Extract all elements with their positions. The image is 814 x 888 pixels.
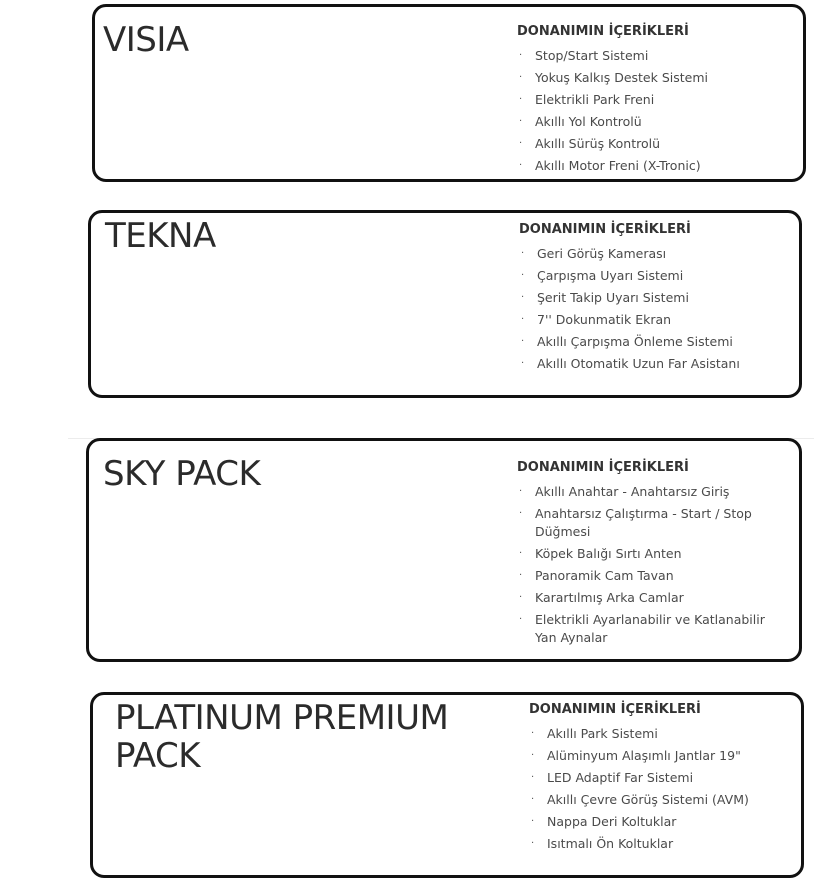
bullet-icon: · — [519, 116, 523, 127]
bullet-icon: · — [521, 314, 525, 325]
feature-item — [519, 355, 799, 373]
feature-label: Akıllı Motor Freni (X-Tronic) — [535, 158, 701, 173]
package-card-sky-pack — [86, 438, 802, 662]
feature-item — [519, 267, 799, 285]
package-card-platinum-premium-pack — [90, 692, 804, 878]
feature-label: Akıllı Çevre Görüş Sistemi (AVM) — [547, 792, 749, 807]
bullet-icon: · — [519, 94, 523, 105]
bullet-icon: · — [531, 772, 535, 783]
bullet-icon: · — [519, 570, 523, 581]
feature-item — [519, 289, 799, 307]
feature-label: Isıtmalı Ön Koltuklar — [547, 836, 674, 851]
feature-label: Nappa Deri Koltuklar — [547, 814, 677, 829]
bullet-icon: · — [531, 728, 535, 739]
feature-label: Akıllı Yol Kontrolü — [535, 114, 642, 129]
feature-item — [517, 157, 797, 175]
package-title: TEKNA — [105, 216, 216, 256]
feature-label: Geri Görüş Kamerası — [537, 246, 667, 261]
bullet-icon: · — [519, 72, 523, 83]
feature-item — [517, 567, 787, 585]
feature-label: Akıllı Çarpışma Önleme Sistemi — [537, 334, 733, 349]
package-title: VISIA — [103, 20, 189, 60]
feature-section — [529, 701, 799, 857]
feature-label: Elektrikli Park Freni — [535, 92, 655, 107]
feature-item — [529, 725, 799, 743]
feature-section — [519, 221, 799, 377]
feature-list — [519, 245, 799, 373]
feature-label: Akıllı Otomatik Uzun Far Asistanı — [537, 356, 740, 371]
feature-item — [517, 47, 797, 65]
feature-list — [517, 483, 787, 647]
bullet-icon: · — [519, 508, 523, 519]
feature-label: Çarpışma Uyarı Sistemi — [537, 268, 684, 283]
feature-label: 7'' Dokunmatik Ekran — [537, 312, 672, 327]
feature-item — [529, 835, 799, 853]
feature-section — [517, 23, 797, 179]
bullet-icon: · — [521, 358, 525, 369]
feature-item — [517, 611, 787, 647]
bullet-icon: · — [521, 292, 525, 303]
feature-label: Yokuş Kalkış Destek Sistemi — [535, 70, 708, 85]
feature-label: Panoramik Cam Tavan — [535, 568, 674, 583]
feature-heading: DONANIMIN İÇERİKLERİ — [517, 24, 689, 39]
feature-item — [517, 113, 797, 131]
feature-label: Akıllı Park Sistemi — [547, 726, 658, 741]
bullet-icon: · — [521, 248, 525, 259]
feature-label: Akıllı Anahtar - Anahtarsız Giriş — [535, 484, 730, 499]
bullet-icon: · — [521, 336, 525, 347]
feature-item — [517, 91, 797, 109]
bullet-icon: · — [519, 592, 523, 603]
feature-item — [529, 791, 799, 809]
package-title: PLATINUM PREMIUM PACK — [115, 698, 449, 776]
feature-item — [529, 813, 799, 831]
feature-list — [529, 725, 799, 853]
bullet-icon: · — [531, 794, 535, 805]
bullet-icon: · — [519, 486, 523, 497]
feature-heading: DONANIMIN İÇERİKLERİ — [517, 460, 689, 475]
package-title: SKY PACK — [103, 454, 261, 494]
feature-label: LED Adaptif Far Sistemi — [547, 770, 694, 785]
bullet-icon: · — [519, 614, 523, 625]
feature-section — [517, 459, 787, 651]
feature-label: Alüminyum Alaşımlı Jantlar 19" — [547, 748, 741, 763]
bullet-icon: · — [519, 160, 523, 171]
feature-item — [517, 483, 787, 501]
feature-item — [529, 769, 799, 787]
feature-heading: DONANIMIN İÇERİKLERİ — [519, 222, 691, 237]
feature-label: Köpek Balığı Sırtı Anten — [535, 546, 682, 561]
feature-item — [519, 245, 799, 263]
feature-label: Stop/Start Sistemi — [535, 48, 649, 63]
feature-label: Anahtarsız Çalıştırma - Start / Stop Düğmesi — [535, 506, 752, 539]
feature-label: Şerit Takip Uyarı Sistemi — [537, 290, 689, 305]
bullet-icon: · — [531, 750, 535, 761]
feature-item — [517, 505, 787, 541]
feature-item — [529, 747, 799, 765]
bullet-icon: · — [519, 548, 523, 559]
bullet-icon: · — [531, 816, 535, 827]
feature-item — [517, 589, 787, 607]
package-card-visia — [92, 4, 806, 182]
feature-item — [517, 69, 797, 87]
feature-label: Karartılmış Arka Camlar — [535, 590, 684, 605]
bullet-icon: · — [521, 270, 525, 281]
feature-list — [517, 47, 797, 175]
feature-item — [519, 333, 799, 351]
bullet-icon: · — [519, 138, 523, 149]
package-card-tekna — [88, 210, 802, 398]
feature-label: Akıllı Sürüş Kontrolü — [535, 136, 661, 151]
feature-label: Elektrikli Ayarlanabilir ve Katlanabilir Yan Aynalar — [535, 612, 765, 645]
bullet-icon: · — [531, 838, 535, 849]
feature-item — [519, 311, 799, 329]
feature-heading: DONANIMIN İÇERİKLERİ — [529, 702, 701, 717]
feature-item — [517, 545, 787, 563]
bullet-icon: · — [519, 50, 523, 61]
feature-item — [517, 135, 797, 153]
